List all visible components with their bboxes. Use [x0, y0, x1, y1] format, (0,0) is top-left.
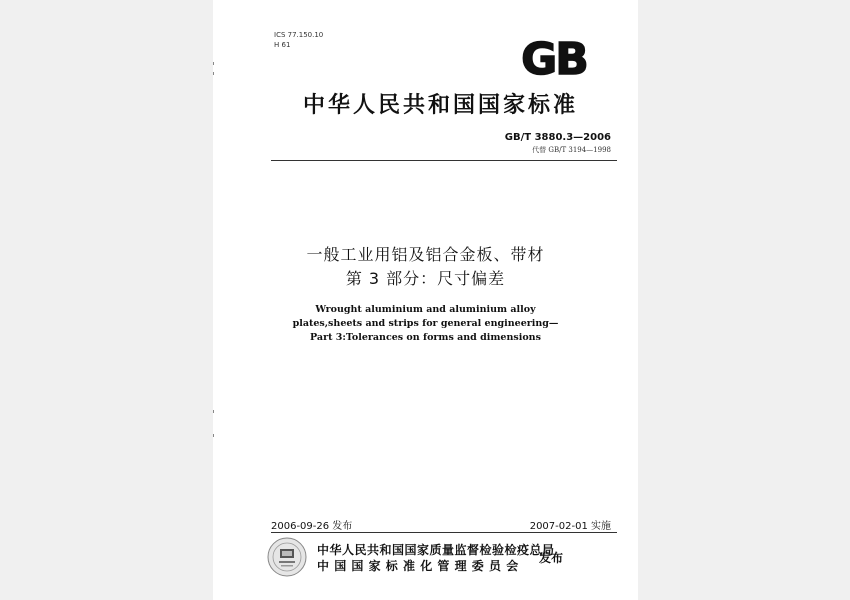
header-divider: [271, 160, 617, 161]
issuer-sac: 中国国家标准化管理委员会: [317, 559, 524, 573]
replaces-standard: 代替 GB/T 3194—1998: [532, 146, 611, 154]
standard-category-title: 中华人民共和国国家标准: [302, 93, 578, 118]
publish-date: 2006-09-26 发布: [271, 521, 353, 532]
gb-logo: [511, 34, 597, 80]
scan-mark: [213, 62, 214, 65]
issuer-aqsiq: 中华人民共和国国家质量监督检验检疫总局: [317, 543, 555, 557]
official-seal-icon: [267, 537, 307, 577]
chinese-title-line-1: 一般工业用铝及铝合金板、带材: [306, 245, 545, 264]
english-title-line-1: Wrought aluminium and aluminium alloy: [315, 304, 536, 315]
document-page: [213, 0, 638, 600]
gb-logo-text: GB: [521, 34, 587, 80]
footer-divider: [271, 532, 617, 533]
english-title-line-2: plates,sheets and strips for general engineering—: [292, 318, 559, 329]
scan-mark: [213, 434, 214, 437]
ccs-code: H 61: [274, 41, 291, 49]
chinese-title-line-2: 第 3 部分：尺寸偏差: [345, 269, 506, 288]
ics-classification: [274, 30, 323, 50]
ics-code: ICS 77.150.10: [274, 31, 324, 39]
scan-mark: [213, 72, 214, 75]
standard-number: GB/T 3880.3—2006: [504, 132, 611, 143]
implementation-date: 2007-02-01 实施: [529, 521, 611, 532]
english-title-line-3: Part 3:Tolerances on forms and dimensions: [310, 332, 541, 343]
scan-mark: [213, 410, 214, 413]
issued-label: 发布: [539, 551, 564, 565]
